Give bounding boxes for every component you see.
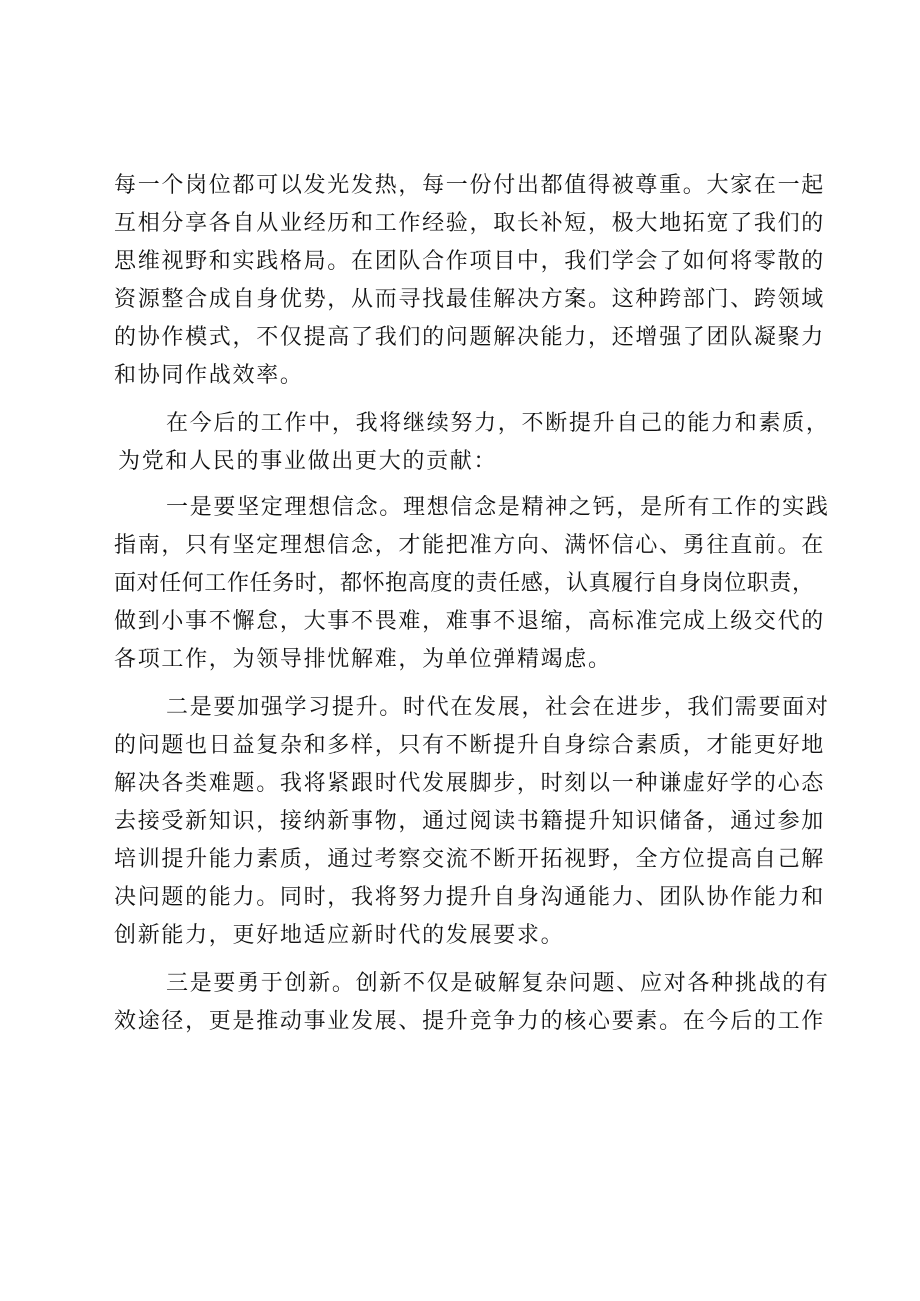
text-line: 解决各类难题。我将紧跟时代发展脚步，时刻以一种谦虚好学的心态 [114, 771, 826, 796]
text-line: 各项工作，为领导排忧解难，为单位弹精竭虑。 [114, 647, 612, 672]
text-line: 面对任何工作任务时，都怀抱高度的责任感，认真履行自身岗位职责， [114, 571, 815, 596]
text-line: 每一个岗位都可以发光发热，每一份付出都值得被尊重。大家在一起 [114, 173, 826, 198]
text-line: 思维视野和实践格局。在团队合作项目中，我们学会了如何将零散的 [114, 249, 826, 274]
text-line: 去接受新知识，接纳新事物，通过阅读书籍提升知识储备，通过参加 [114, 809, 826, 834]
text-line: 二是要加强学习提升。时代在发展，社会在进步，我们需要面对 [166, 695, 830, 720]
text-line: 培训提升能力素质，通过考察交流不断开拓视野，全方位提高自己解 [114, 847, 826, 872]
text-line: 的协作模式，不仅提高了我们的问题解决能力，还增强了团队凝聚力 [114, 325, 826, 350]
paragraph-4 [114, 689, 830, 955]
paragraph-3 [114, 489, 830, 679]
text-line: 做到小事不懈怠，大事不畏难，难事不退缩，高标准完成上级交代的 [114, 609, 826, 634]
text-line: 的问题也日益复杂和多样，只有不断提升自身综合素质，才能更好地 [114, 733, 826, 758]
text-line: 决问题的能力。同时，我将努力提升自身沟通能力、团队协作能力和 [114, 885, 826, 910]
text-line: 在今后的工作中，我将继续努力，不断提升自己的能力和素质， [166, 411, 830, 436]
paragraph-5 [114, 965, 830, 1041]
paragraph-2 [114, 405, 830, 481]
text-line: 为党和人民的事业做出更大的贡献： [118, 449, 498, 474]
text-line: 效途径，更是推动事业发展、提升竞争力的核心要素。在今后的工作 [114, 1009, 826, 1034]
text-line: 一是要坚定理想信念。理想信念是精神之钙，是所有工作的实践 [166, 495, 830, 520]
text-line: 指南，只有坚定理想信念，才能把准方向、满怀信心、勇往直前。在 [114, 533, 826, 558]
paragraph-1 [114, 167, 826, 395]
text-line: 资源整合成自身优势，从而寻找最佳解决方案。这种跨部门、跨领域 [114, 287, 826, 312]
text-line: 创新能力，更好地适应新时代的发展要求。 [114, 923, 565, 948]
document-body [114, 167, 830, 1041]
text-line: 互相分享各自从业经历和工作经验，取长补短，极大地拓宽了我们的 [114, 211, 826, 236]
text-line: 和协同作战效率。 [114, 363, 304, 388]
text-line: 三是要勇于创新。创新不仅是破解复杂问题、应对各种挑战的有 [166, 971, 830, 996]
